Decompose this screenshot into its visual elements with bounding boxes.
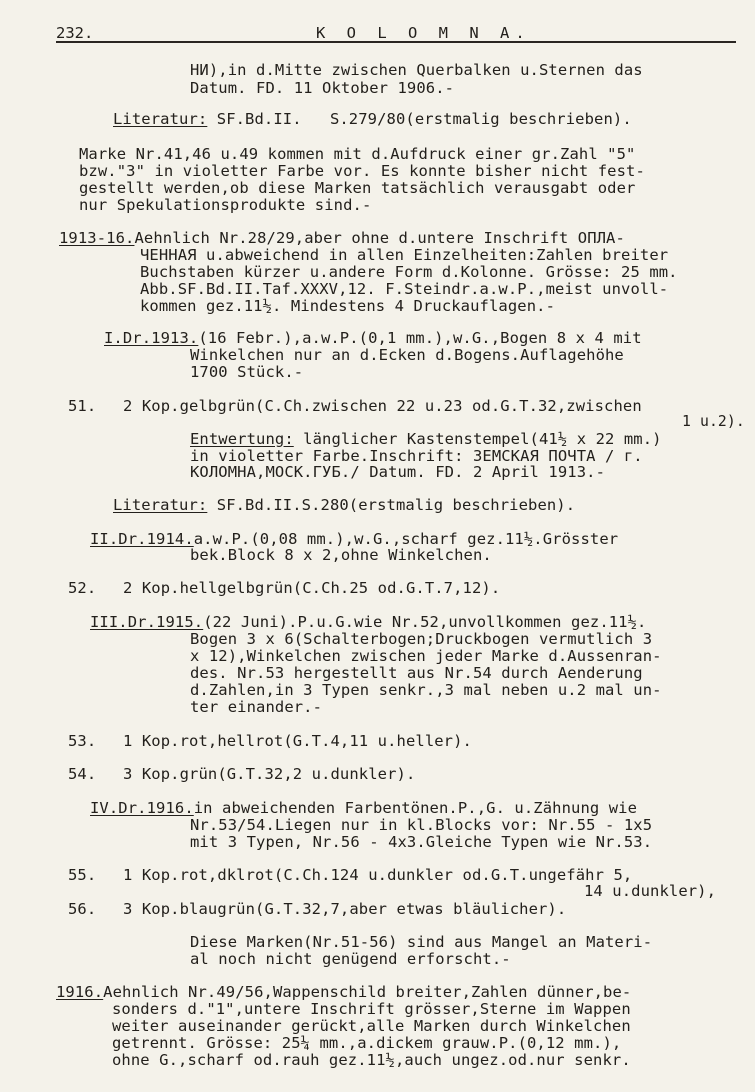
page-number: 232. [56, 24, 94, 42]
entwertung-line [190, 430, 662, 448]
print-label: I.Dr.1913. [104, 329, 199, 347]
print-line: Nr.53/54.Liegen nur in kl.Blocks vor: Nr.55 - 1x5 [190, 816, 653, 834]
issue-line: ohne G.,scharf od.rauh gez.11½,auch ungez.od.nur senkr. [112, 1051, 631, 1069]
note-line: al noch nicht genügend erforscht.- [190, 950, 511, 968]
print-line: d.Zahlen,in 3 Typen senkr.,3 mal neben u.2 mal un- [190, 681, 662, 699]
print-label: III.Dr.1915. [90, 613, 204, 631]
issue-text: Aehnlich Nr.49/56,Wappenschild breiter,Zahlen dünner,be- [103, 983, 632, 1001]
print-line: 1700 Stück.- [190, 363, 304, 381]
issue-line: Abb.SF.Bd.II.Taf.XXXV,12. F.Steindr.a.w.P.,meist unvoll- [140, 280, 669, 298]
entwertung-line: КОЛОМНА,МОСК.ГУБ./ Datum. FD. 2 April 1913.- [190, 463, 605, 481]
issue-line: getrennt. Grösse: 25¼ mm.,a.dickem grauw.P.(0,12 mm.), [112, 1034, 622, 1052]
print-text: (16 Febr.),a.w.P.(0,1 mm.),w.G.,Bogen 8 x 4 mit [198, 329, 642, 347]
catalog-number-52: 52. [68, 579, 97, 597]
print-line: Winkelchen nur an d.Ecken d.Bogens.Auflagehöhe [190, 346, 624, 364]
print-text: a.w.P.(0,08 mm.),w.G.,scharf gez.11½.Grösster [193, 530, 619, 548]
print-heading-4 [90, 799, 637, 817]
catalog-number-54: 54. [68, 765, 97, 783]
paragraph-line: nur Spekulationsprodukte sind.- [79, 196, 372, 214]
print-text: in abweichenden Farbentönen.P.,G. u.Zähnung wie [193, 799, 638, 817]
literatur-text: SF.Bd.II.S.280(erstmalig beschrieben). [207, 496, 576, 514]
catalog-number-55: 55. [68, 866, 97, 884]
catalog-item-52: 2 Kop.hellgelbgrün(C.Ch.25 od.G.T.7,12). [123, 579, 501, 597]
issue-line: weiter auseinander gerückt,alle Marken durch Winkelchen [112, 1017, 631, 1035]
literatur-line [113, 110, 632, 128]
catalog-item-54: 3 Kop.grün(G.T.32,2 u.dunkler). [123, 765, 416, 783]
literatur-text: SF.Bd.II. S.279/80(erstmalig beschrieben). [207, 110, 632, 128]
issue-text: Aehnlich Nr.28/29,aber ohne d.untere Inschrift ОПЛА- [134, 229, 625, 247]
print-label: II.Dr.1914. [90, 530, 194, 548]
issue-heading-1913 [59, 229, 625, 247]
print-line: x 12),Winkelchen zwischen jeder Marke d.Aussenran- [190, 647, 662, 665]
issue-year: 1916. [56, 983, 104, 1001]
catalog-item-56: 3 Kop.blaugrün(G.T.32,7,aber etwas bläulicher). [123, 900, 567, 918]
issue-line: ЧЕННАЯ u.abweichend in allen Einzelheiten:Zahlen breiter [140, 246, 669, 264]
issue-line: kommen gez.11½. Mindestens 4 Druckauflagen.- [140, 297, 555, 315]
print-line: des. Nr.53 hergestellt aus Nr.54 durch Aenderung [190, 664, 643, 682]
catalog-item-51-cont: 1 u.2). [682, 413, 745, 430]
print-line: Bogen 3 x 6(Schalterbogen;Druckbogen vermutlich 3 [190, 630, 653, 648]
entwertung-text: länglicher Kastenstempel(41½ x 22 mm.) [293, 430, 662, 448]
print-text: (22 Juni).P.u.G.wie Nr.52,unvollkommen gez.11½. [203, 613, 647, 631]
literatur-line [113, 496, 575, 514]
print-line: ter einander.- [190, 698, 323, 716]
print-line: mit 3 Typen, Nr.56 - 4x3.Gleiche Typen wie Nr.53. [190, 833, 653, 851]
paragraph-line: Marke Nr.41,46 u.49 kommen mit d.Aufdruck einer gr.Zahl "5" [79, 145, 636, 163]
print-heading-3 [90, 613, 646, 631]
literatur-label: Literatur: [113, 496, 208, 514]
issue-line: sonders d."1",untere Inschrift grösser,Sterne im Wappen [112, 1000, 631, 1018]
catalog-item-53: 1 Kop.rot,hellrot(G.T.4,11 u.heller). [123, 732, 472, 750]
running-title: K O L O M N A. [316, 24, 531, 42]
paragraph-line: gestellt werden,ob diese Marken tatsächlich verausgabt oder [79, 179, 636, 197]
print-heading-1 [104, 329, 642, 347]
entwertung-line: in violetter Farbe.Inschrift: ЗЕМСКАЯ ПОЧТА / г. [190, 447, 643, 465]
continuation-line: Datum. FD. 11 Oktober 1906.- [190, 79, 455, 97]
entwertung-label: Entwertung: [190, 430, 294, 448]
issue-line: Buchstaben kürzer u.andere Form d.Kolonne. Grösse: 25 mm. [140, 263, 678, 281]
catalog-number-56: 56. [68, 900, 97, 918]
header-rule [56, 41, 736, 43]
issue-heading-1916 [56, 983, 631, 1001]
catalog-item-55-cont: 14 u.dunkler), [584, 882, 717, 900]
print-line: bek.Block 8 x 2,ohne Winkelchen. [190, 546, 492, 564]
note-line: Diese Marken(Nr.51-56) sind aus Mangel an Materi- [190, 933, 653, 951]
issue-year: 1913-16. [59, 229, 135, 247]
paragraph-line: bzw."3" in violetter Farbe vor. Es konnte bisher nicht fest- [79, 162, 645, 180]
print-label: IV.Dr.1916. [90, 799, 194, 817]
continuation-line: HИ),in d.Mitte zwischen Querbalken u.Sternen das [190, 61, 643, 79]
catalog-item-55: 1 Kop.rot,dklrot(C.Ch.124 u.dunkler od.G.T.ungefähr 5, [123, 866, 633, 884]
catalog-number-51: 51. [68, 397, 97, 415]
catalog-item-51: 2 Kop.gelbgrün(C.Ch.zwischen 22 u.23 od.G.T.32,zwischen [123, 397, 642, 415]
literatur-label: Literatur: [113, 110, 208, 128]
catalog-number-53: 53. [68, 732, 97, 750]
